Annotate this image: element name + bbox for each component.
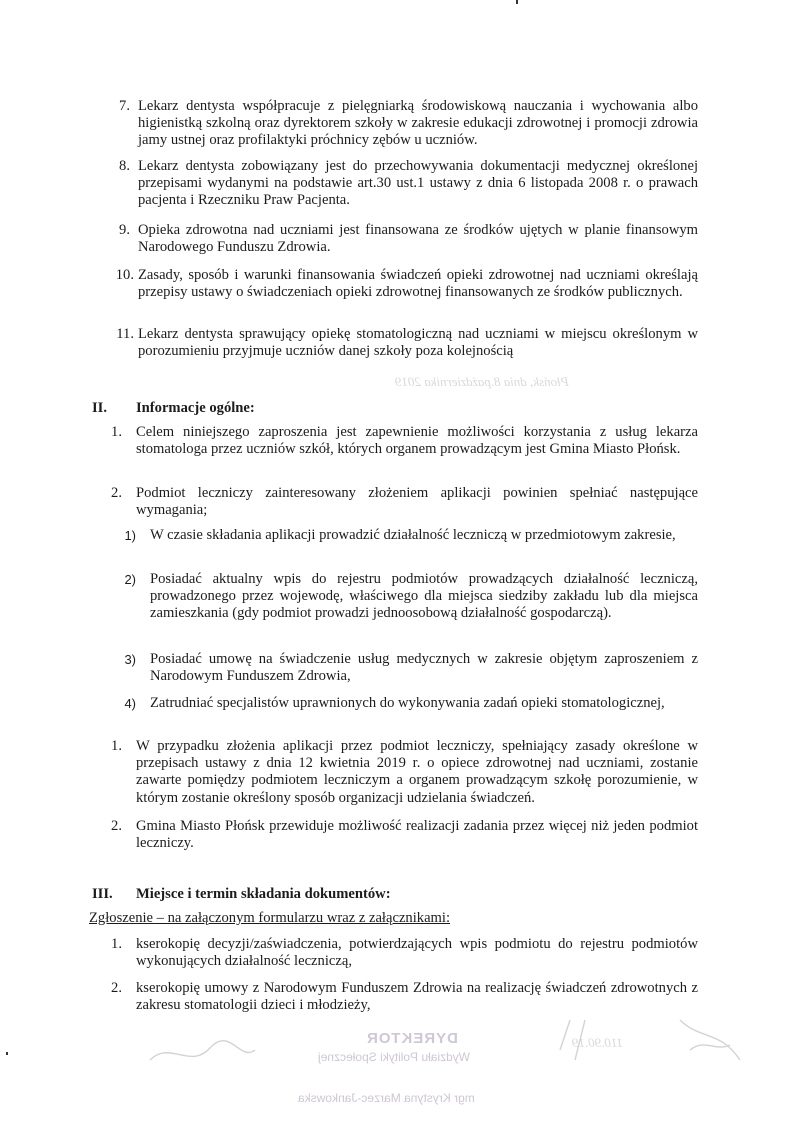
item-number: 2. — [111, 980, 122, 996]
section-ii-title: Informacje ogólne: — [136, 400, 255, 416]
bleed-initials-date: 110.90.19 — [572, 1035, 624, 1050]
section-ii-number: II. — [92, 400, 108, 416]
subitem-number: 1) — [124, 528, 136, 543]
item-number: 7. — [119, 98, 130, 114]
item-text: Celem niniejszego zaproszenia jest zapewnienie możliwości korzystania z usług lekarza stomatologa przez uczniów szkół, których organem prowadzącym jest Gmina Miasto Płońsk. — [136, 424, 698, 458]
item-text: Zasady, sposób i warunki finansowania świadczeń opieki zdrowotnej nad uczniami określają przepisy ustawy o świadczeniach opieki zdrowotnej finansowanych ze środków publicznych. — [138, 267, 698, 301]
subitem-number: 4) — [124, 696, 136, 711]
item-text: kserokopię umowy z Narodowym Funduszem Zdrowia na realizację świadczeń zdrowotnych z zakresu stomatologii dzieci i młodzieży, — [136, 980, 698, 1014]
item-number: 8. — [119, 158, 130, 174]
item-number: 9. — [119, 222, 130, 238]
item-number: 2. — [111, 818, 122, 834]
item-text: Podmiot leczniczy zainteresowany złożeniem aplikacji powinien spełniać następujące wymagania; — [136, 485, 698, 519]
item-text: Opieka zdrowotna nad uczniami jest finansowana ze środków ujętych w planie finansowym Narodowego Funduszu Zdrowia. — [138, 222, 698, 256]
item-number: 1. — [111, 936, 122, 952]
item-number: 1. — [111, 424, 122, 440]
item-number: 10. — [115, 267, 134, 283]
item-text: Gmina Miasto Płońsk przewiduje możliwość realizacji zadania przez więcej niż jeden podmiot leczniczy. — [136, 818, 698, 852]
subitem-number: 2) — [124, 572, 136, 587]
item-text: Lekarz dentysta sprawujący opiekę stomatologiczną nad uczniami w miejscu określonym w porozumieniu przyjmuje uczniów danej szkoły poza kolejnością — [138, 326, 698, 360]
subitem-text: Posiadać aktualny wpis do rejestru podmiotów prowadzących działalność leczniczą, prowadzonego przez wojewodę, właściwego dla miejsca siedziby zakładu lub dla miejsca zamieszkania (gdy podmiot prowadzi jednoosobową działalność gospodarczą). — [150, 571, 698, 622]
item-text: Lekarz dentysta współpracuje z pielęgniarką środowiskową nauczania i wychowania albo higienistką szkolną oraz dyrektorem szkoły w zakresie edukacji zdrowotnej i promocji zdrowia jamy ustnej oraz profilaktyki próchnicy zębów u uczniów. — [138, 98, 698, 149]
subitem-number: 3) — [124, 652, 136, 667]
section-iii-subtitle: Zgłoszenie – na załączonym formularzu wraz z załącznikami: — [89, 910, 451, 926]
item-text: W przypadku złożenia aplikacji przez podmiot leczniczy, spełniający zasady określone w przepisach ustawy z dnia 12 kwietnia 2019 r. o opiece zdrowotnej nad uczniami, zostanie zawarte pomiędzy podmiotem leczniczym a organem prowadzącym szkołę porozumienie, w którym zostanie określony sposób organizacji udzielania świadczeń. — [136, 738, 698, 806]
stamp-department: Wydziału Polityki Społecznej — [318, 1050, 470, 1064]
section-iii-title: Miejsce i termin składania dokumentów: — [136, 886, 391, 902]
bleed-through-date: Płońsk, dnia 8.października 2019 — [395, 374, 569, 389]
item-number: 1. — [111, 738, 122, 754]
item-number: 11. — [116, 326, 134, 342]
scan-mark-left — [6, 1052, 8, 1055]
item-number: 2. — [111, 485, 122, 501]
section-iii-number: III. — [92, 886, 113, 902]
subitem-text: W czasie składania aplikacji prowadzić działalność leczniczą w przedmiotowym zakresie, — [150, 527, 676, 543]
item-text: Lekarz dentysta zobowiązany jest do przechowywania dokumentacji medycznej określonej przepisami wydanymi na podstawie art.30 ust.1 ustawy z dnia 6 listopada 2008 r. o prawach pacjenta i Rzeczniku Praw Pacjenta. — [138, 158, 698, 209]
item-text: kserokopię decyzji/zaświadczenia, potwierdzających wpis podmiotu do rejestru podmiotów wykonujących działalność leczniczą, — [136, 936, 698, 970]
scan-mark-top — [516, 0, 518, 4]
stamp-title: DYREKTOR — [366, 1030, 458, 1047]
subitem-text: Zatrudniać specjalistów uprawnionych do wykonywania zadań opieki stomatologicznej, — [150, 695, 665, 711]
stamp-signatory: mgr Krystyna Marzec-Jankowska — [298, 1091, 475, 1105]
subitem-text: Posiadać umowę na świadczenie usług medycznych w zakresie objętym zaproszeniem z Narodowym Funduszem Zdrowia, — [150, 651, 698, 685]
